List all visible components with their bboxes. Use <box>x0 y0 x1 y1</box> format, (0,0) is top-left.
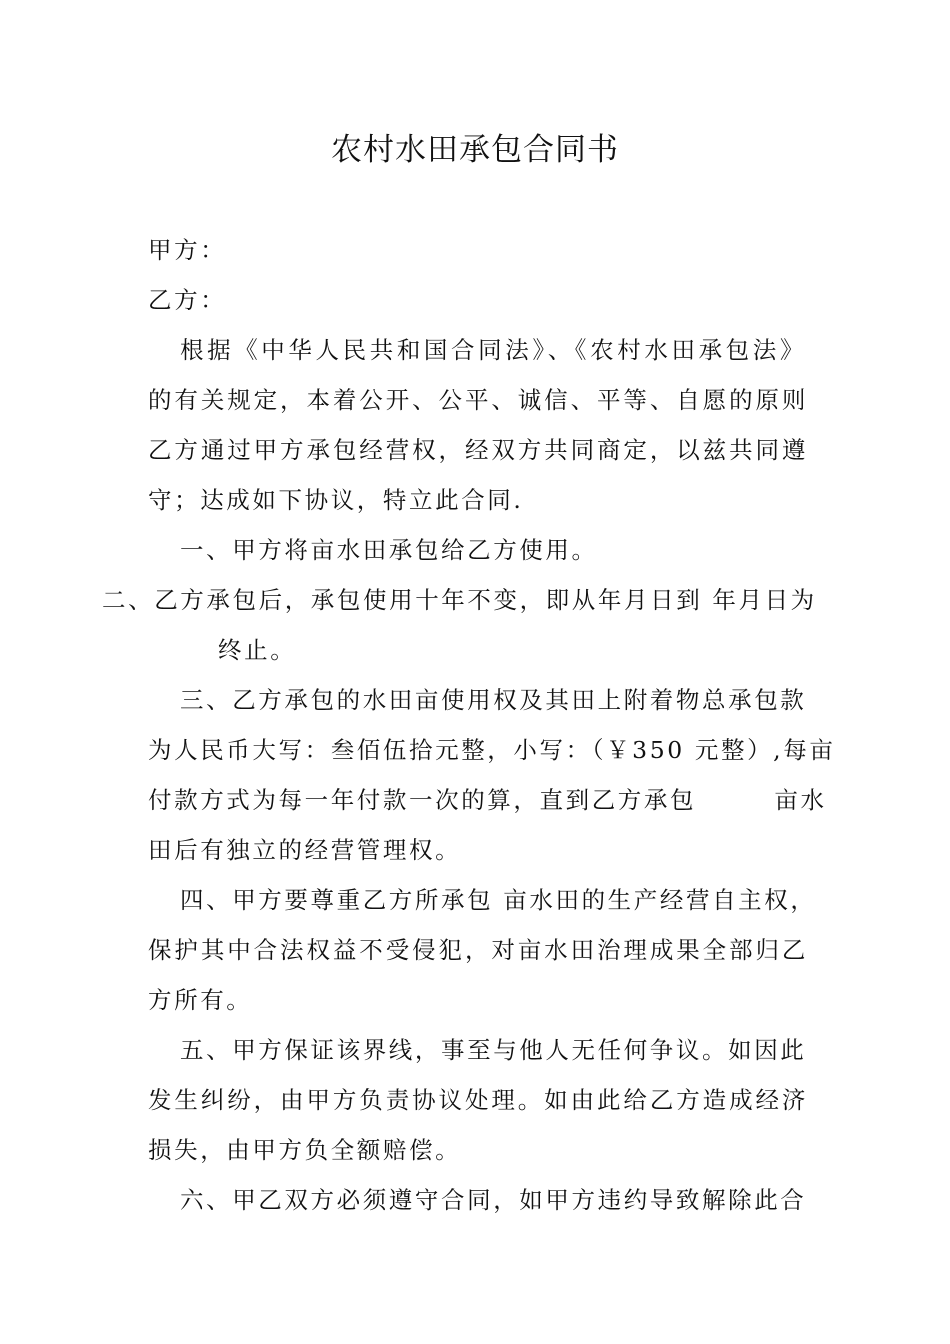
party-b-label: 乙方： <box>148 286 227 314</box>
document-title: 农村水田承包合同书 <box>331 132 619 168</box>
clause-2-line: 终止。 <box>218 636 297 664</box>
clause-3-line: 田后有独立的经营管理权。 <box>148 836 462 864</box>
clause-3-line: 三、乙方承包的水田亩使用权及其田上附着物总承包款 <box>180 686 807 714</box>
clause-2-line: 二、乙方承包后，承包使用十年不变，即从年月日到 年月日为 <box>102 586 817 614</box>
clause-5-line: 损失，由甲方负全额赔偿。 <box>148 1136 462 1164</box>
clause-5-line: 五、甲方保证该界线，事至与他人无任何争议。如因此 <box>180 1036 807 1064</box>
preamble-line: 乙方通过甲方承包经营权，经双方共同商定，以兹共同遵 <box>148 436 808 464</box>
preamble-line: 的有关规定，本着公开、公平、诚信、平等、自愿的原则 <box>148 386 808 414</box>
preamble-line: 守；达成如下协议，特立此合同. <box>148 486 524 514</box>
clause-3-line: 付款方式为每一年付款一次的算，直到乙方承包 亩水 <box>148 786 827 814</box>
clause-4-line: 方所有。 <box>148 986 253 1014</box>
clause-5-line: 发生纠纷，由甲方负责协议处理。如由此给乙方造成经济 <box>148 1086 808 1114</box>
preamble-line: 根据《中华人民共和国合同法》、《农村水田承包法》 <box>180 336 806 364</box>
party-a-label: 甲方： <box>148 236 227 264</box>
clause-3-line: 为人民币大写：叁佰伍拾元整，小写：（￥350 元整）,每亩 <box>148 736 836 764</box>
clause-4-line: 四、甲方要尊重乙方所承包 亩水田的生产经营自主权， <box>180 886 817 914</box>
clause-6-line: 六、甲乙双方必须遵守合同，如甲方违约导致解除此合 <box>180 1186 807 1214</box>
clause-1-line: 一、甲方将亩水田承包给乙方使用。 <box>180 536 598 564</box>
clause-4-line: 保护其中合法权益不受侵犯，对亩水田治理成果全部归乙 <box>148 936 808 964</box>
